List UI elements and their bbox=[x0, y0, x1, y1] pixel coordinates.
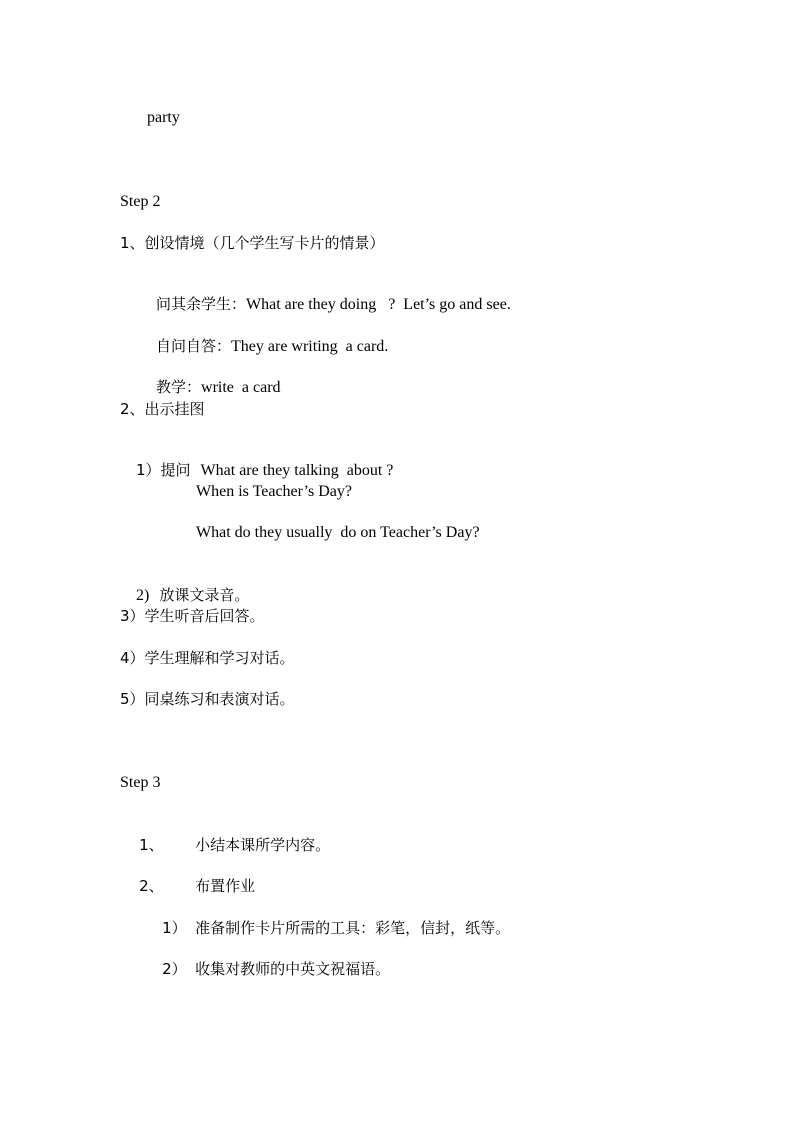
step2-heading: Step 2 bbox=[120, 193, 161, 210]
q1-prefix: 1）提问 bbox=[136, 461, 191, 479]
step2-item1-title: 1、创设情境（几个学生写卡片的情景） bbox=[120, 234, 385, 252]
step2-item2-title: 2、出示挂图 bbox=[120, 400, 205, 418]
homework-2 bbox=[143, 939, 391, 978]
step3-item-2-num: 2、 bbox=[139, 877, 164, 895]
homework-1-text: 准备制作卡片所需的工具：彩笔，信封，纸等。 bbox=[195, 919, 511, 937]
step2-item1-teach bbox=[140, 357, 281, 396]
step2-sub-4: 4）学生理解和学习对话。 bbox=[120, 649, 295, 667]
step3-item-2-text: 布置作业 bbox=[195, 877, 256, 895]
s2-num: 2) bbox=[136, 587, 150, 604]
step3-heading: Step 3 bbox=[120, 774, 161, 791]
step2-item1-self bbox=[140, 316, 389, 355]
homework-2-text: 收集对教师的中英文祝福语。 bbox=[195, 960, 391, 978]
step2-item1-ask bbox=[140, 274, 511, 313]
self-cn: 自问自答： bbox=[156, 337, 232, 355]
step2-question-3: What do they usually do on Teacher’s Day? bbox=[196, 524, 480, 541]
ask-en: What are they doing ? Let’s go and see. bbox=[246, 296, 511, 313]
teach-cn: 教学： bbox=[156, 378, 202, 396]
homework-1 bbox=[143, 898, 511, 937]
step3-item-1 bbox=[120, 815, 331, 854]
s2-text: 放课文录音。 bbox=[159, 586, 250, 604]
step3-item-2 bbox=[120, 856, 256, 895]
homework-2-num: 2） bbox=[162, 960, 187, 978]
step2-sub-3: 3）学生听音后回答。 bbox=[120, 607, 265, 625]
q1-text: What are they talking about ? bbox=[200, 462, 394, 479]
step2-sub-5: 5）同桌练习和表演对话。 bbox=[120, 690, 295, 708]
step2-question-1 bbox=[120, 440, 394, 479]
homework-1-num: 1） bbox=[162, 919, 187, 937]
ask-cn: 问其余学生： bbox=[156, 295, 247, 313]
step2-sub-2 bbox=[120, 565, 250, 604]
step2-question-2: When is Teacher’s Day? bbox=[196, 483, 352, 500]
step3-item-1-num: 1、 bbox=[139, 836, 164, 854]
party-text: party bbox=[147, 109, 180, 126]
teach-en: write a card bbox=[201, 379, 281, 396]
self-en: They are writing a card. bbox=[231, 338, 389, 355]
step3-item-1-text: 小结本课所学内容。 bbox=[195, 836, 331, 854]
